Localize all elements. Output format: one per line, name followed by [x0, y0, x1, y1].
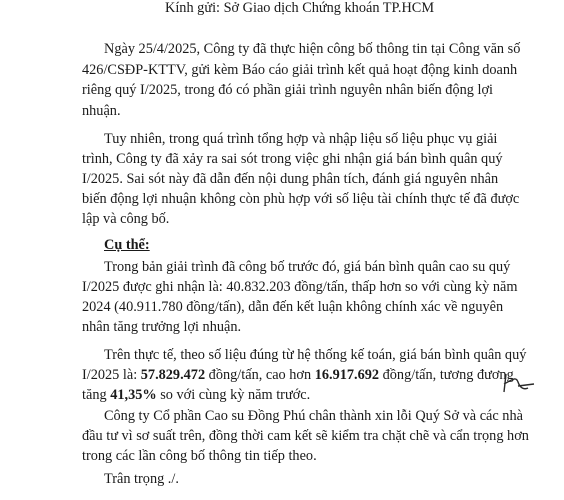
text-line: nhuận.: [82, 103, 121, 119]
closing-text: Trân trọng ./.: [104, 471, 179, 487]
text-fragment: đồng/tấn, cao hơn: [205, 367, 315, 383]
recipient-line: Kính gửi: Sở Giao dịch Chứng khoán TP.HCM: [165, 0, 435, 16]
text-line: trình, Công ty đã xảy ra sai sót trong việc ghi nhận giá bán bình quân quý: [82, 151, 503, 167]
text-line: Ngày 25/4/2025, Công ty đã thực hiện công bố thông tin tại Công văn số: [104, 41, 521, 57]
text-line: I/2025 được ghi nhận là: 40.832.203 đồng/tấn, thấp hơn so với cùng kỳ năm: [82, 279, 518, 295]
text-line: trong các lần công bố thông tin tiếp theo.: [82, 448, 317, 464]
text-line: đầu tư vì sơ suất trên, đồng thời cam kết sẽ kiểm tra chặt chẽ và cẩn trọng hơn: [82, 428, 529, 444]
text-fragment: đồng/tấn, tương đương: [379, 367, 514, 383]
text-line: biến động lợi nhuận không còn phù hợp với số liệu tài chính thực tế đã được: [82, 191, 520, 207]
text-fragment: I/2025 là:: [82, 367, 141, 383]
text-line: Tuy nhiên, trong quá trình tổng hợp và nhập liệu số liệu phục vụ giải: [104, 131, 498, 147]
correct-price-value: 57.829.472: [140, 367, 206, 383]
text-line: 2024 (40.911.780 đồng/tấn), dẫn đến kết luận không chính xác về nguyên: [82, 299, 504, 315]
text-fragment: so với cùng kỳ năm trước.: [156, 387, 311, 403]
section-heading: Cụ thể:: [104, 237, 150, 253]
growth-percent-value: 41,35%: [110, 387, 157, 403]
price-difference-value: 16.917.692: [314, 367, 380, 383]
text-line: 426/CSĐP-KTTV, gửi kèm Báo cáo giải trình kết quả hoạt động kinh doanh: [82, 62, 518, 78]
text-line-percent: [82, 386, 310, 405]
text-line: Trên thực tế, theo số liệu đúng từ hệ thống kế toán, giá bán bình quân quý: [104, 347, 527, 363]
text-line: I/2025. Sai sót này đã dẫn đến nội dung phân tích, đánh giá nguyên nhân: [82, 171, 499, 187]
text-line: Công ty Cổ phần Cao su Đồng Phú chân thành xin lỗi Quý Sở và các nhà: [104, 408, 523, 424]
text-line-prices: [82, 366, 514, 385]
text-line: Trong bản giải trình đã công bố trước đó, giá bán bình quân cao su quý: [104, 259, 511, 275]
text-line: nhân tăng trưởng lợi nhuận.: [82, 319, 242, 335]
text-line: lập và công bố.: [82, 211, 170, 227]
text-fragment: tăng: [82, 387, 111, 403]
text-line: riêng quý I/2025, trong đó có phần giải trình nguyên nhân biến động lợi: [82, 82, 493, 98]
signature-scribble: [500, 362, 540, 402]
